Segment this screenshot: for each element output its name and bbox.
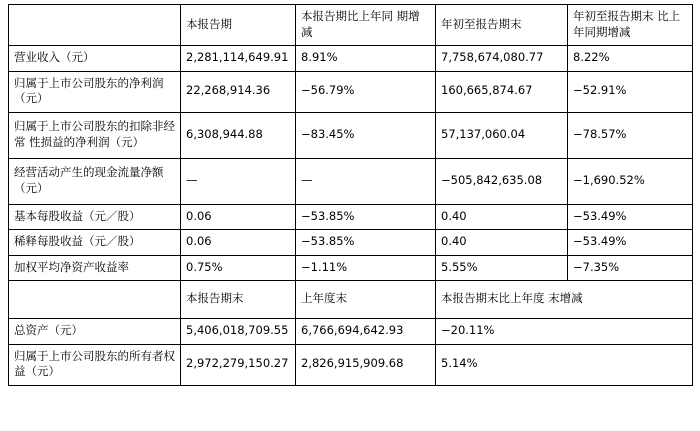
row-value: 8.22% (568, 46, 693, 72)
table-row (9, 204, 693, 230)
row-value: 5.55% (436, 255, 568, 281)
row-value: 0.40 (436, 230, 568, 256)
table-header-row (9, 5, 693, 46)
header-cell-current-period-yoy: 本报告期比上年同 期增减 (296, 5, 436, 46)
row-value: −53.49% (568, 204, 693, 230)
row-value: 6,308,944.88 (181, 112, 296, 158)
row-value: — (181, 158, 296, 204)
header-cell-ytd: 年初至报告期末 (436, 5, 568, 46)
row-value: 0.06 (181, 204, 296, 230)
row-label: 稀释每股收益（元／股） (9, 230, 181, 256)
row-label: 归属于上市公司股东的净利润（元） (9, 71, 181, 112)
row-label: 归属于上市公司股东的扣除非经常 性损益的净利润（元） (9, 112, 181, 158)
row-value: 22,268,914.36 (181, 71, 296, 112)
row-value: −53.49% (568, 230, 693, 256)
row-value: 2,972,279,150.27 (181, 344, 296, 385)
table-row (9, 230, 693, 256)
header-cell-ytd-yoy: 年初至报告期末 比上年同期增减 (568, 5, 693, 46)
row-value: −83.45% (296, 112, 436, 158)
row-label: 加权平均净资产收益率 (9, 255, 181, 281)
row-value: 5.14% (436, 344, 693, 385)
table-row (9, 344, 693, 385)
row-value: −20.11% (436, 319, 693, 345)
row-value: — (296, 158, 436, 204)
financial-summary-sheet (0, 4, 700, 431)
table-row (9, 112, 693, 158)
row-value: 57,137,060.04 (436, 112, 568, 158)
row-label: 归属于上市公司股东的所有者权益（元） (9, 344, 181, 385)
row-label: 基本每股收益（元／股） (9, 204, 181, 230)
row-value: −505,842,635.08 (436, 158, 568, 204)
table-row (9, 158, 693, 204)
table-header-row-2 (9, 281, 693, 319)
table-row (9, 46, 693, 72)
table-row (9, 71, 693, 112)
row-label: 经营活动产生的现金流量净额（元） (9, 158, 181, 204)
header-cell-current-period: 本报告期 (181, 5, 296, 46)
row-value: −53.85% (296, 204, 436, 230)
row-value: 2,281,114,649.91 (181, 46, 296, 72)
row-value: −7.35% (568, 255, 693, 281)
header2-cell-blank (9, 281, 181, 319)
row-value: 5,406,018,709.55 (181, 319, 296, 345)
row-value: −53.85% (296, 230, 436, 256)
row-label: 营业收入（元） (9, 46, 181, 72)
row-value: 2,826,915,909.68 (296, 344, 436, 385)
header-cell-blank (9, 5, 181, 46)
header2-cell-prior-year-end: 上年度末 (296, 281, 436, 319)
header2-cell-period-end: 本报告期末 (181, 281, 296, 319)
row-value: 7,758,674,080.77 (436, 46, 568, 72)
row-value: 160,665,874.67 (436, 71, 568, 112)
table-row (9, 255, 693, 281)
row-value: −1,690.52% (568, 158, 693, 204)
row-label: 总资产（元） (9, 319, 181, 345)
row-value: −56.79% (296, 71, 436, 112)
row-value: −1.11% (296, 255, 436, 281)
table-row (9, 319, 693, 345)
row-value: 0.75% (181, 255, 296, 281)
row-value: 6,766,694,642.93 (296, 319, 436, 345)
row-value: 8.91% (296, 46, 436, 72)
row-value: 0.40 (436, 204, 568, 230)
header2-cell-change: 本报告期末比上年度 末增减 (436, 281, 693, 319)
row-value: −78.57% (568, 112, 693, 158)
financial-summary-table (8, 4, 693, 386)
row-value: −52.91% (568, 71, 693, 112)
row-value: 0.06 (181, 230, 296, 256)
